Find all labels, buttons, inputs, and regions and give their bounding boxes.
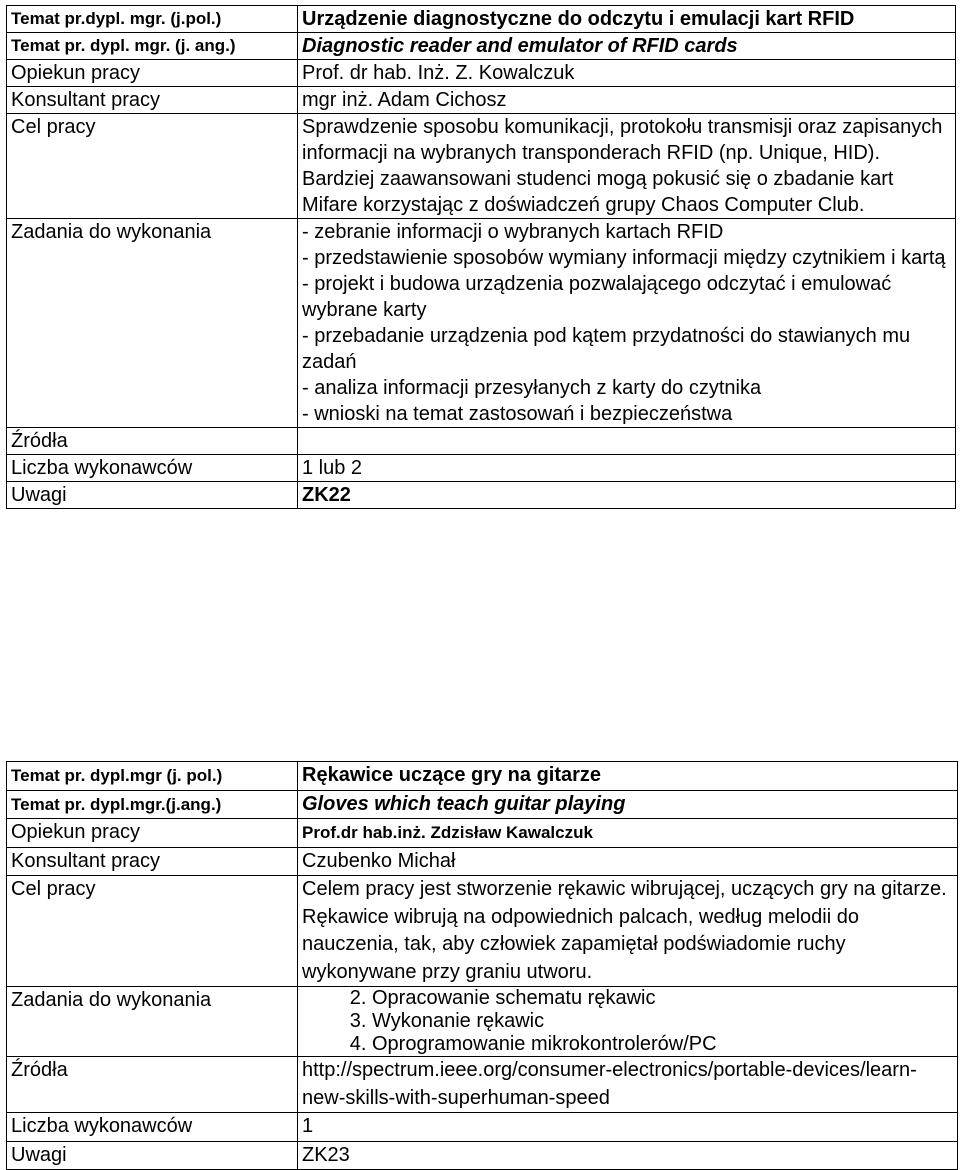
value-count: 1 lub 2 [298, 455, 956, 482]
value-notes: ZK22 [298, 482, 956, 509]
row-notes [7, 482, 956, 509]
label-topic-en: Temat pr. dypl.mgr.(j.ang.) [7, 790, 298, 819]
task-item: - projekt i budowa urządzenia pozwalającego odczytać i emulować wybrane karty [302, 273, 892, 321]
task-item: - przedstawienie sposobów wymiany informacji między czytnikiem i kartą [302, 247, 946, 269]
row-topic-en [7, 790, 958, 819]
value-notes: ZK23 [298, 1141, 958, 1170]
row-supervisor [7, 819, 958, 848]
value-tasks [298, 219, 956, 428]
value-topic-en: Diagnostic reader and emulator of RFID cards [298, 33, 956, 60]
row-tasks [7, 987, 958, 1057]
value-tasks [298, 987, 958, 1057]
row-consultant [7, 87, 956, 114]
value-topic-en: Gloves which teach guitar playing [298, 790, 958, 819]
row-count [7, 455, 956, 482]
value-count: 1 [298, 1113, 958, 1142]
label-notes: Uwagi [7, 482, 298, 509]
row-topic-pl [7, 6, 956, 33]
task-item: - przebadanie urządzenia pod kątem przydatności do stawianych mu zadań [302, 325, 911, 373]
label-supervisor: Opiekun pracy [7, 819, 298, 848]
value-consultant: Czubenko Michał [298, 847, 958, 876]
task-item: - analiza informacji przesyłanych z karty do czytnika [302, 377, 762, 399]
label-goal: Cel pracy [7, 876, 298, 987]
task-item: 3. Wykonanie rękawic [372, 1010, 953, 1033]
task-item: 2. Opracowanie schematu rękawic [372, 987, 953, 1010]
label-notes: Uwagi [7, 1141, 298, 1170]
value-consultant: mgr inż. Adam Cichosz [298, 87, 956, 114]
value-topic-pl: Rękawice uczące gry na gitarze [298, 762, 958, 791]
label-topic-en: Temat pr. dypl. mgr. (j. ang.) [7, 33, 298, 60]
row-goal [7, 876, 958, 987]
value-sources [298, 428, 956, 455]
thesis-card-zk22 [6, 5, 956, 509]
label-supervisor: Opiekun pracy [7, 60, 298, 87]
row-consultant [7, 847, 958, 876]
label-consultant: Konsultant pracy [7, 87, 298, 114]
label-sources: Źródła [7, 428, 298, 455]
label-count: Liczba wykonawców [7, 455, 298, 482]
row-count [7, 1113, 958, 1142]
value-goal: Sprawdzenie sposobu komunikacji, protokołu transmisji oraz zapisanych informacji na wybranych transponderach RFID (np. Unique, HID). Bardziej zaawansowani studenci mogą pokusić się o zbadanie kart Mifare korzystając z doświadczeń grupy Chaos Computer Club. [298, 114, 956, 219]
row-sources [7, 428, 956, 455]
row-topic-pl [7, 762, 958, 791]
task-list [302, 987, 953, 1056]
row-sources [7, 1057, 958, 1113]
value-supervisor: Prof. dr hab. Inż. Z. Kowalczuk [298, 60, 956, 87]
label-count: Liczba wykonawców [7, 1113, 298, 1142]
thesis-card-zk23 [6, 761, 958, 1170]
task-item: - wnioski na temat zastosowań i bezpieczeństwa [302, 403, 733, 425]
value-topic-pl: Urządzenie diagnostyczne do odczytu i emulacji kart RFID [298, 6, 956, 33]
label-sources: Źródła [7, 1057, 298, 1113]
row-supervisor [7, 60, 956, 87]
label-consultant: Konsultant pracy [7, 847, 298, 876]
label-topic-pl: Temat pr.dypl. mgr. (j.pol.) [7, 6, 298, 33]
label-topic-pl: Temat pr. dypl.mgr (j. pol.) [7, 762, 298, 791]
row-topic-en [7, 33, 956, 60]
row-tasks [7, 219, 956, 428]
row-goal [7, 114, 956, 219]
task-item: - zebranie informacji o wybranych kartach RFID [302, 221, 724, 243]
value-supervisor: Prof.dr hab.inż. Zdzisław Kawalczuk [298, 819, 958, 848]
label-tasks: Zadania do wykonania [7, 987, 298, 1057]
label-tasks: Zadania do wykonania [7, 219, 298, 428]
value-sources-link[interactable]: http://spectrum.ieee.org/consumer-electronics/portable-devices/learn-new-skills-with-superhuman-speed [298, 1057, 958, 1113]
value-goal: Celem pracy jest stworzenie rękawic wibrującej, uczących gry na gitarze. Rękawice wibrują na odpowiednich palcach, według melodii do nauczenia, tak, aby człowiek zapamiętał podświadomie ruchy wykonywane przy graniu utworu. [298, 876, 958, 987]
task-item: 4. Oprogramowanie mikrokontrolerów/PC [372, 1033, 953, 1056]
row-notes [7, 1141, 958, 1170]
label-goal: Cel pracy [7, 114, 298, 219]
